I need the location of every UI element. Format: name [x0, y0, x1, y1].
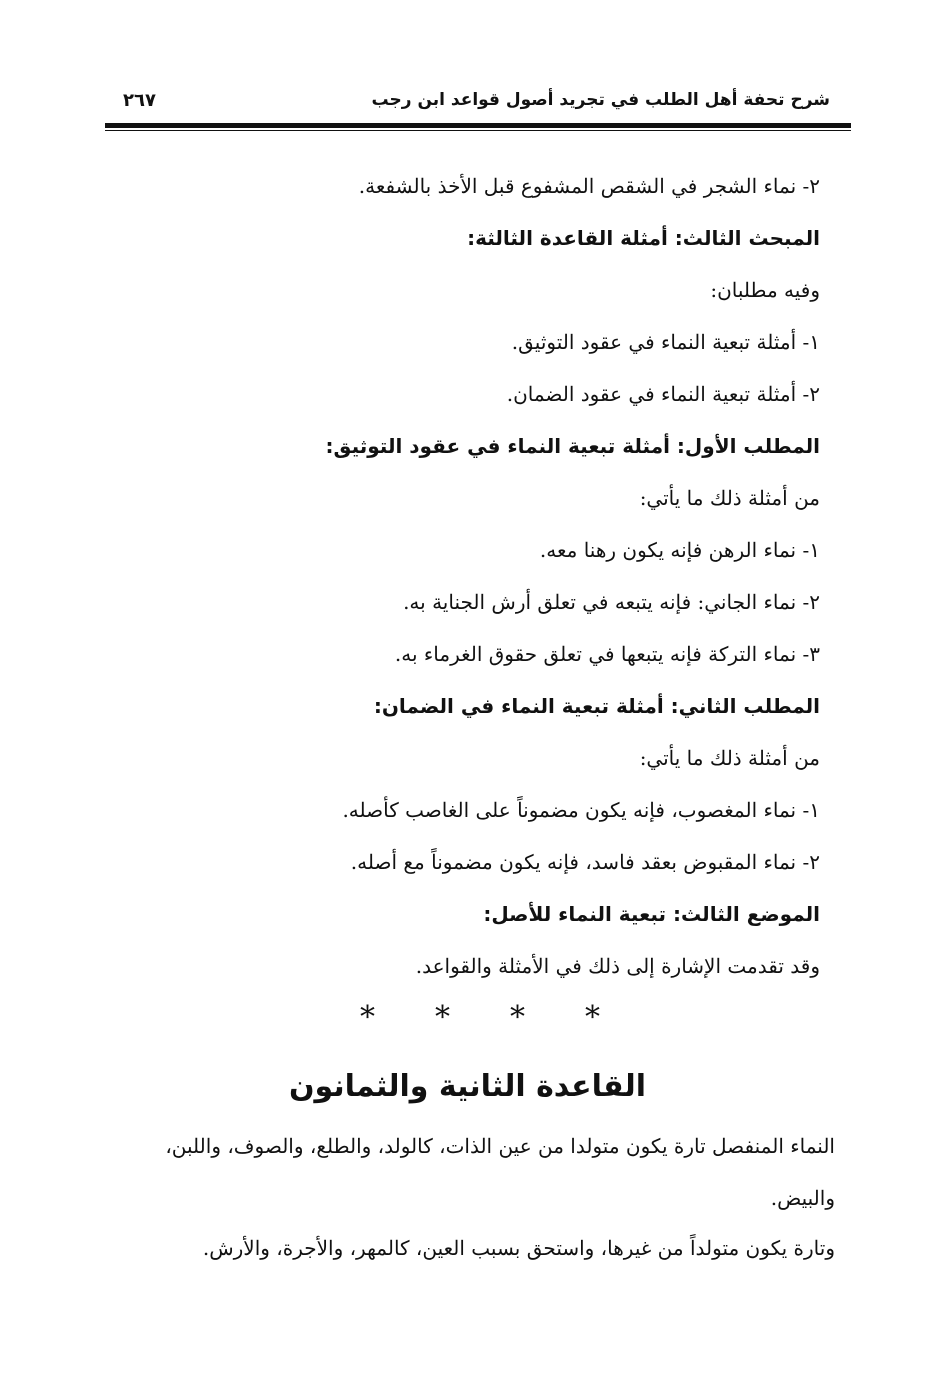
header-rule-thick: [105, 123, 851, 128]
header-rule-thin: [105, 130, 851, 131]
list-item: ١- نماء المغصوب، فإنه يكون مضموناً على الغاصب كأصله.: [342, 798, 820, 822]
rule-title: القاعدة الثانية والثمانون: [288, 1069, 647, 1104]
list-item: ٢- نماء الشجر في الشقص المشفوع قبل الأخذ بالشفعة.: [358, 174, 820, 198]
intro-line: من أمثلة ذلك ما يأتي:: [639, 746, 820, 770]
subsection-heading: المطلب الأول: أمثلة تبعية النماء في عقود التوثيق:: [325, 434, 820, 458]
list-item: ٢- أمثلة تبعية النماء في عقود الضمان.: [506, 382, 820, 406]
body-text: [150, 160, 820, 992]
asterisk-icon: *: [510, 1000, 525, 1035]
intro-line: من أمثلة ذلك ما يأتي:: [639, 486, 820, 510]
running-header-title: شرح تحفة أهل الطلب في تجريد أصول قواعد ابن رجب: [371, 90, 830, 110]
section-separator: [360, 998, 600, 1038]
list-item: ٢- نماء الجاني: فإنه يتبعه في تعلق أرش الجناية به.: [403, 590, 820, 614]
body-line: وقد تقدمت الإشارة إلى ذلك في الأمثلة والقواعد.: [415, 954, 820, 978]
asterisk-icon: *: [435, 1000, 450, 1035]
subsection-heading: المطلب الثاني: أمثلة تبعية النماء في الضمان:: [373, 694, 820, 718]
page-number: ٢٦٧: [123, 90, 156, 111]
rule-paragraph: وتارة يكون متولداً من غيرها، واستحق بسبب العين، كالمهر، والأجرة، والأرش.: [202, 1236, 835, 1260]
list-item: ٢- نماء المقبوض بعقد فاسد، فإنه يكون مضموناً مع أصله.: [350, 850, 820, 874]
running-header: [105, 88, 830, 118]
list-item: ٣- نماء التركة فإنه يتبعها في تعلق حقوق الغرماء به.: [394, 642, 820, 666]
intro-line: وفيه مطلبان:: [710, 278, 820, 302]
section-heading: المبحث الثالث: أمثلة القاعدة الثالثة:: [467, 226, 820, 250]
asterisk-icon: *: [585, 1000, 600, 1035]
list-item: ١- أمثلة تبعية النماء في عقود التوثيق.: [511, 330, 820, 354]
asterisk-icon: *: [360, 1000, 375, 1035]
section-heading: الموضع الثالث: تبعية النماء للأصل:: [483, 902, 820, 926]
rule-paragraph: النماء المنفصل تارة يكون متولدا من عين الذات، كالولد، والطلع، والصوف، واللبن، والبيض.: [165, 1134, 835, 1210]
list-item: ١- نماء الرهن فإنه يكون رهنا معه.: [539, 538, 820, 562]
